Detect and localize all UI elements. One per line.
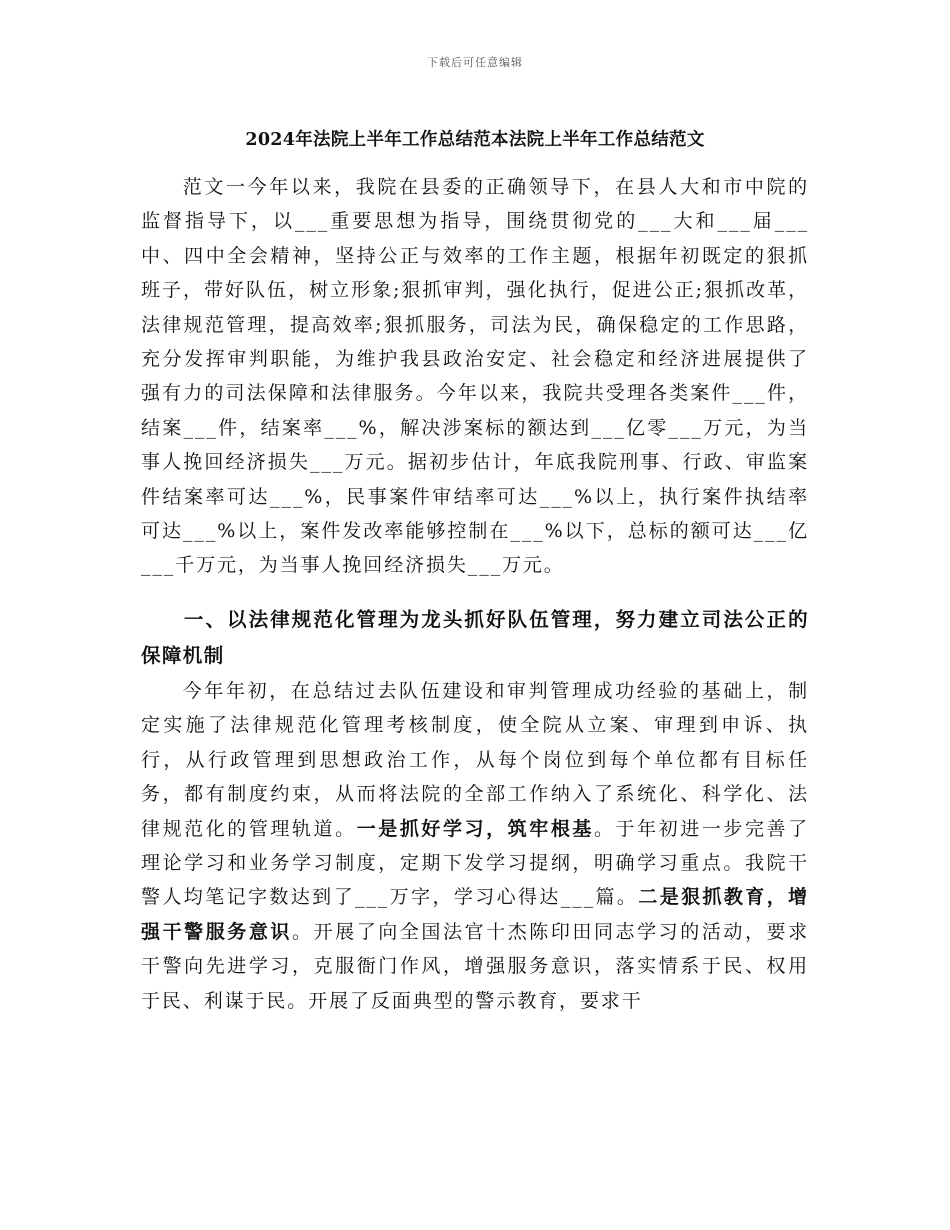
section-1-paragraph: [141, 674, 809, 1018]
section-1-text-c: 。开展了向全国法官十杰陈印田同志学习的活动，要求干警向先进学习，克服衙门作风，增强服务意识，落实情系于民、权用于民、利谋于民。开展了反面典型的警示教育，要求干: [141, 920, 809, 1012]
section-heading-1: 一、以法律规范化管理为龙头抓好队伍管理，努力建立司法公正的保障机制: [141, 607, 809, 667]
document-title: 2024年法院上半年工作总结范本法院上半年工作总结范文: [245, 130, 705, 150]
section-1-bold-point-1: 一是抓好学习，筑牢根基: [356, 817, 594, 840]
section-1-text-b: 。于年初进一步完善了理论学习和业务学习制度，定期下发学习提纲，明确学习重点。我院干警人均笔记字数达到了___万字，学习心得达___篇。: [141, 817, 809, 909]
intro-paragraph: 范文一今年以来，我院在县委的正确领导下，在县人大和市中院的监督指导下，以___重要思想为指导，围绕贯彻党的___大和___届___中、四中全会精神，坚持公正与效率的工作主题，根据年初既定的狠抓班子，带好队伍，树立形象;狠抓审判，强化执行，促进公正;狠抓改革，法律规范管理，提高效率;狠抓服务，司法为民，确保稳定的工作思路，充分发挥审判职能，为维护我县政治安定、社会稳定和经济进展提供了强有力的司法保障和法律服务。今年以来，我院共受理各类案件___件，结案___件，结案率___%，解决涉案标的额达到___亿零___万元，为当事人挽回经济损失___万元。据初步估计，年底我院刑事、行政、审监案件结案率可达___%，民事案件审结率可达___%以上，执行案件执结率可达___%以上，案件发改率能够控制在___%以下，总标的额可达___亿___千万元，为当事人挽回经济损失___万元。: [141, 176, 809, 577]
section-1-text-a: 今年年初，在总结过去队伍建设和审判管理成功经验的基础上，制定实施了法律规范化管理考核制度，使全院从立案、审理到申诉、执行，从行政管理到思想政治工作，从每个岗位到每个单位都有目标任务，都有制度约束，从而将法院的全部工作纳入了系统化、科学化、法律规范化的管理轨道。: [141, 679, 809, 840]
section-1-bold-point-2: 二是狠抓教育，增强干警服务意识: [141, 886, 810, 943]
header-note: 下载后可任意编辑: [427, 56, 523, 69]
document-body: [141, 170, 809, 1018]
